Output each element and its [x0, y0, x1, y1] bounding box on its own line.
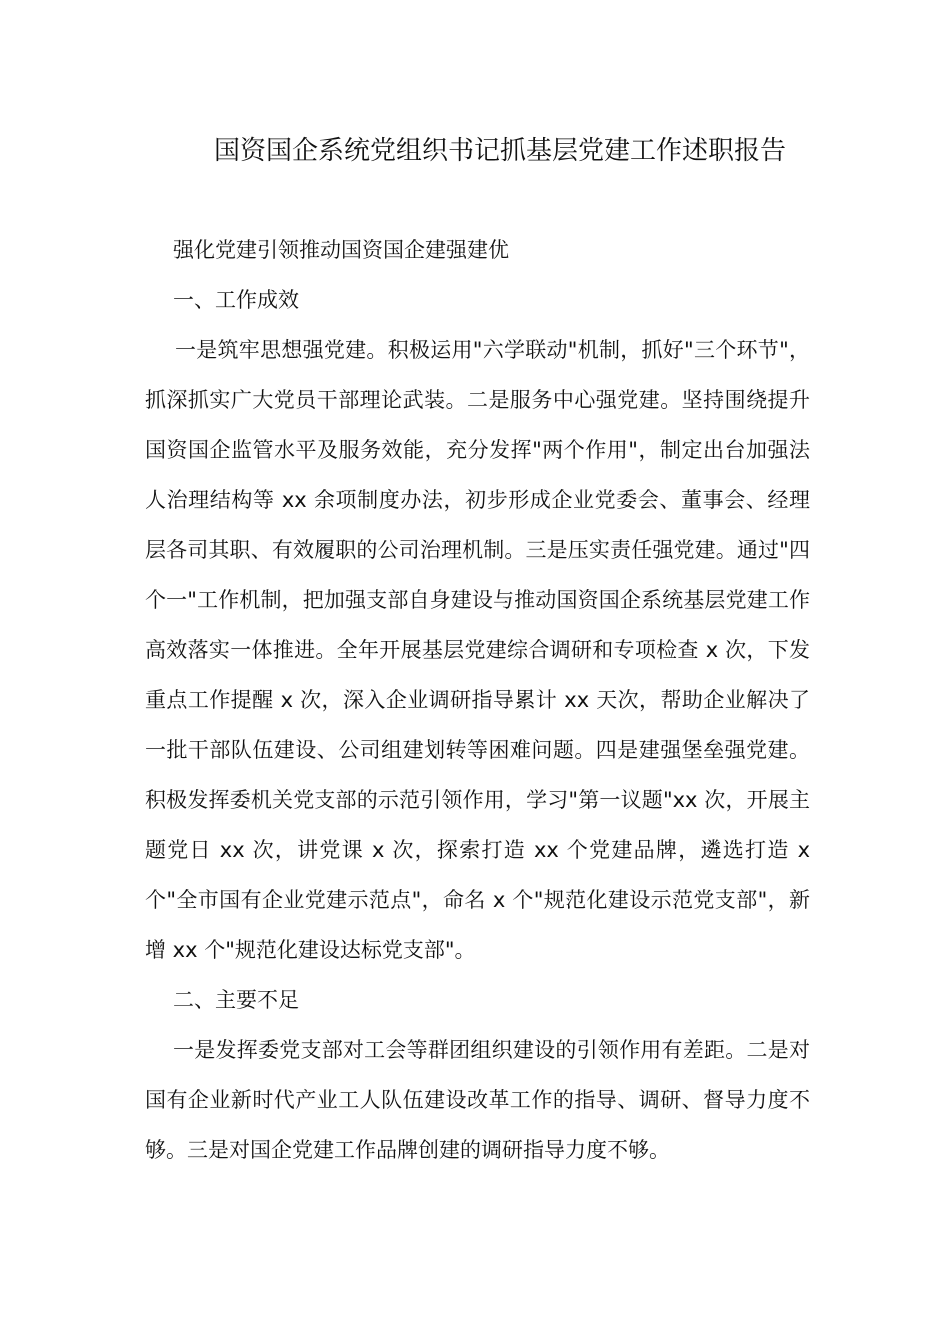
document-title: 国资国企系统党组织书记抓基层党建工作述职报告: [213, 136, 786, 166]
document-body: [145, 225, 810, 1175]
section-paragraph-shortcomings: 一是发挥委党支部对工会等群团组织建设的引领作用有差距。二是对国有企业新时代产业工人队伍建设改革工作的指导、调研、督导力度不够。三是对国企党建工作品牌创建的调研指导力度不够。: [145, 1038, 810, 1162]
document-subtitle: 强化党建引领推动国资国企建强建优: [173, 238, 509, 262]
section-heading-achievements: 一、工作成效: [173, 288, 299, 312]
section-paragraph-achievements: 一是筑牢思想强党建。积极运用"六学联动"机制，抓好"三个环节"，抓深抓实广大党员干部理论武装。二是服务中心强党建。坚持围绕提升国资国企监管水平及服务效能，充分发挥"两个作用"，制定出台加强法人治理结构等 xx 余项制度办法，初步形成企业党委会、董事会、经理层各司其职、有效履职的公司治理机制。三是压实责任强党建。通过"四个一"工作机制，把加强支部自身建设与推动国资国企系统基层党建工作高效落实一体推进。全年开展基层党建综合调研和专项检查 x 次，下发重点工作提醒 x 次，深入企业调研指导累计 xx 天次，帮助企业解决了一批干部队伍建设、公司组建划转等困难问题。四是建强堡垒强党建。积极发挥委机关党支部的示范引领作用，学习"第一议题"xx 次，开展主题党日 xx 次，讲党课 x 次，探索打造 xx 个党建品牌，遴选打造 x 个"全市国有企业党建示范点"，命名 x 个"规范化建设示范党支部"，新增 xx 个"规范化建设达标党支部"。: [145, 338, 810, 962]
section-heading-shortcomings: 二、主要不足: [173, 988, 299, 1012]
